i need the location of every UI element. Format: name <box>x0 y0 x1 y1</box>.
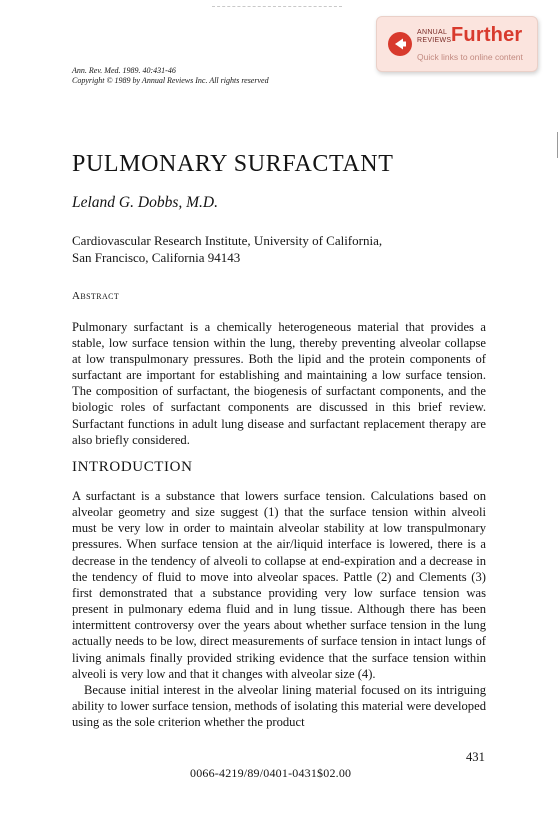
introduction-heading: INTRODUCTION <box>72 459 193 475</box>
annual-reviews-logo-text: ANNUAL REVIEWS <box>417 29 452 44</box>
abstract-text: Pulmonary surfactant is a chemically heterogeneous material that provides a stable, low surface tension within the lung, thereby preventing alveolar collapse at low transpulmonary pressures. Both the lipid and the protein components of surfactant are important for establishing and maintaining a low surface tension. The composition of surfactant, the biogenesis of surfactant components, and the biologic roles of surfactant components are discussed in this brief review. Surfactant functions in adult lung disease and surfactant replacement therapy are also briefly considered. <box>72 320 486 447</box>
further-brand: Further <box>451 24 523 46</box>
author-affiliation: Cardiovascular Research Institute, University of California, San Francisco, California 94143 <box>72 233 383 265</box>
abstract-heading: Abstract <box>72 290 120 302</box>
article-title: PULMONARY SURFACTANT <box>72 151 394 177</box>
scan-artifact-top <box>212 6 342 9</box>
intro-paragraph-1: A surfactant is a substance that lowers surface tension. Calculations based on alveolar geometry and size suggest (1) that the surface tension within alveoli must be very low in order to maintain alveolar stability at low transpulmonary pressures. When surface tension at the air/liquid interface is lowered, there is a decrease in the tendency of alveoli to collapse at end-expiration and a decrease in the tendency of fluid to move into alveolar spaces. Pattle (2) and Clements (3) first demonstrated that a substance providing very low surface tension was present in pulmonary edema fluid and in lung tissue. Although there has been intermittent controversy over the years about whether surface tension in the lung actually needs to be low, direct measurements of surface tension in intact lungs of living animals finally provided striking evidence that the surface tension within alveoli is very low and that it changes with alveolar size (4). <box>72 489 486 681</box>
speaker-arrow-icon <box>387 31 413 57</box>
page-number: 431 <box>466 750 485 764</box>
issn-code: 0066-4219/89/0401-0431$02.00 <box>190 766 352 780</box>
intro-paragraph-2: Because initial interest in the alveolar lining material focused on its intriguing ability to lower surface tension, methods of isolating this material were developed using as the sole criterion whether the product <box>72 682 486 730</box>
further-links-banner[interactable] <box>376 16 538 72</box>
introduction-body <box>72 488 486 730</box>
copyright-line: Copyright © 1989 by Annual Reviews Inc. All rights reserved <box>72 76 269 85</box>
author-name: Leland G. Dobbs, M.D. <box>72 194 218 211</box>
banner-subtitle: Quick links to online content <box>417 52 523 62</box>
journal-citation <box>72 66 269 86</box>
journal-line: Ann. Rev. Med. 1989. 40:431-46 <box>72 66 176 75</box>
scan-artifact-right <box>557 132 558 158</box>
